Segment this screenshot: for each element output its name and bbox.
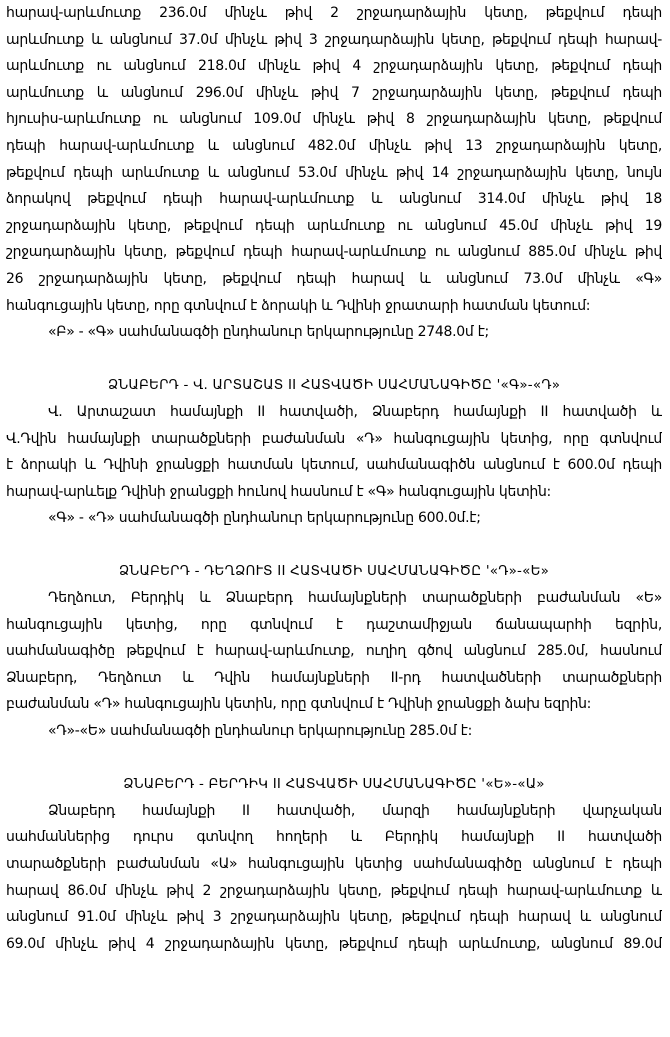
section-b-g-paragraph: [6, 0, 662, 346]
text-line: տարածքների բաժանման «Ա» հանգուցային կետից սահմանագիծը անցնում է դեպի: [6, 856, 662, 872]
text-line: հարավ-արևմուտք 236.0մ մինչև թիվ 2 շրջադարձային կետը, թեքվում դեպի: [6, 5, 662, 21]
length-summary: «Դ»-«Ե» սահմանագծի ընդհանուր երկարությունը 285.0մ է:: [48, 723, 473, 740]
text-line: հարավ-արևելք Դվինի ջրանցքի հունով հասնում է «Գ» հանգուցային կետին:: [6, 483, 551, 500]
document-page: [6, 0, 662, 957]
section-heading: ՁՆԱԲԵՐԴ - ԲԵՐԴԻԿ II ՀԱՏՎԱԾԻ ՍԱՀՄԱՆԱԳԻԾԸ '«Ե»-«Ա»: [123, 776, 545, 793]
text-line: սահմաններից դուրս գտնվող հողերի և Բերդիկ համայնքի II հատվածի: [6, 829, 662, 846]
text-line: հարավ 86.0մ մինչև թիվ 2 շրջադարձային կետը, թեքվում դեպի հարավ-արևմուտք և: [6, 882, 662, 899]
text-line: դեպի հարավ-արևմուտք և անցնում 482.0մ մինչև թիվ 13 շրջադարձային կետը,: [6, 137, 662, 154]
section-g-d: [6, 372, 662, 532]
section-heading: ՁՆԱԲԵՐԴ - ԴԵՂՁՈՒՏ II ՀԱՏՎԱԾԻ ՍԱՀՄԱՆԱԳԻԾԸ '«Դ»-«Ե»: [118, 563, 550, 580]
text-line: Վ. Արտաշատ համայնքի II հատվածի, Ձնաբերդ համայնքի II հատվածի և: [48, 403, 662, 420]
text-line: սահմանագիծը թեքվում է հարավ-արևմուտք, ուղիղ գծով անցնում 285.0մ, հասնում: [6, 643, 662, 660]
text-line: Դեղձուտ, Բերդիկ և Ձնաբերդ համայնքների տարածքների բաժանման «Ե»: [48, 590, 662, 607]
text-line: է ձորակի և Դվինի ջրանցքի հատման կետում, սահմանագիծն անցնում է 600.0մ դեպի: [6, 457, 662, 474]
text-line: 26 շրջադարձային կետը, թեքվում դեպի հարավ և անցնում 73.0մ մինչև «Գ»: [6, 270, 662, 287]
text-line: հանգուցային կետից, որը գտնվում է դաշտամիջյան ճանապարհի եզրին,: [6, 616, 662, 633]
section-heading: ՁՆԱԲԵՐԴ - Վ. ԱՐՏԱՇԱՏ II ՀԱՏՎԱԾԻ ՍԱՀՄԱՆԱԳԻԾԸ '«Գ»-«Դ»: [107, 377, 561, 394]
length-summary: «Բ» - «Գ» սահմանագծի ընդհանուր երկարությունը 2748.0մ է;: [48, 324, 489, 341]
text-line: արևմուտք և անցնում 296.0մ մինչև թիվ 7 շրջադարձային կետը, թեքվում դեպի: [6, 84, 662, 101]
text-line: Ձնաբերդ համայնքի II հատվածի, մարզի համայնքների վարչական: [48, 802, 662, 819]
section-e-a: [6, 771, 662, 957]
text-line: արևմուտք ու անցնում 218.0մ մինչև թիվ 4 շրջադարձային կետը, թեքվում դեպի: [6, 58, 662, 75]
text-line: շրջադարձային կետը, թեքվում դեպի արևմուտք ու անցնում 45.0մ մինչև թիվ 19: [6, 217, 662, 234]
text-line: ձորակով թեքվում դեպի հարավ-արևմուտք և անցնում 314.0մ մինչև թիվ 18: [6, 191, 662, 208]
text-line: արևմուտք և անցնում 37.0մ մինչև թիվ 3 շրջադարձային կետը, թեքվում դեպի հարավ-: [6, 31, 662, 48]
text-line: հյուսիս-արևմուտք ու անցնում 109.0մ մինչև թիվ 8 շրջադարձային կետը, թեքվում: [6, 111, 662, 128]
text-line: 69.0մ մինչև թիվ 4 շրջադարձային կետը, թեքվում դեպի արևմուտք, անցնում 89.0մ: [6, 935, 662, 952]
text-line: Ձնաբերդ, Դեղձուտ և Դվին համայնքների II-րդ հատվածների տարածքների: [6, 669, 662, 686]
length-summary: «Գ» - «Դ» սահմանագծի ընդհանուր երկարությունը 600.0մ.է;: [48, 510, 481, 527]
text-line: անցնում 91.0մ մինչև թիվ 3 շրջադարձային կետը, թեքվում դեպի հարավ և անցնում: [6, 909, 662, 926]
text-line: թեքվում դեպի արևմուտք և անցնում 53.0մ մինչև թիվ 14 շրջադարձային կետը, նույն: [6, 164, 662, 181]
section-d-e: [6, 558, 662, 744]
text-line: հանգուցային կետը, որը գտնվում է ձորակի և Դվինի ջրատարի հատման կետում:: [6, 297, 591, 314]
text-line: Վ.Դվին համայնքի տարածքների բաժանման «Դ» հանգուցային կետից, որը գտնվում: [6, 430, 662, 447]
text-line: բաժանման «Դ» հանգուցային կետին, որը գտնվում է Դվինի ջրանցքի ձախ եզրին:: [6, 696, 592, 713]
text-line: շրջադարձային կետը, թեքվում դեպի հարավ-արևմուտք ու անցնում 885.0մ մինչև թիվ: [6, 244, 662, 261]
